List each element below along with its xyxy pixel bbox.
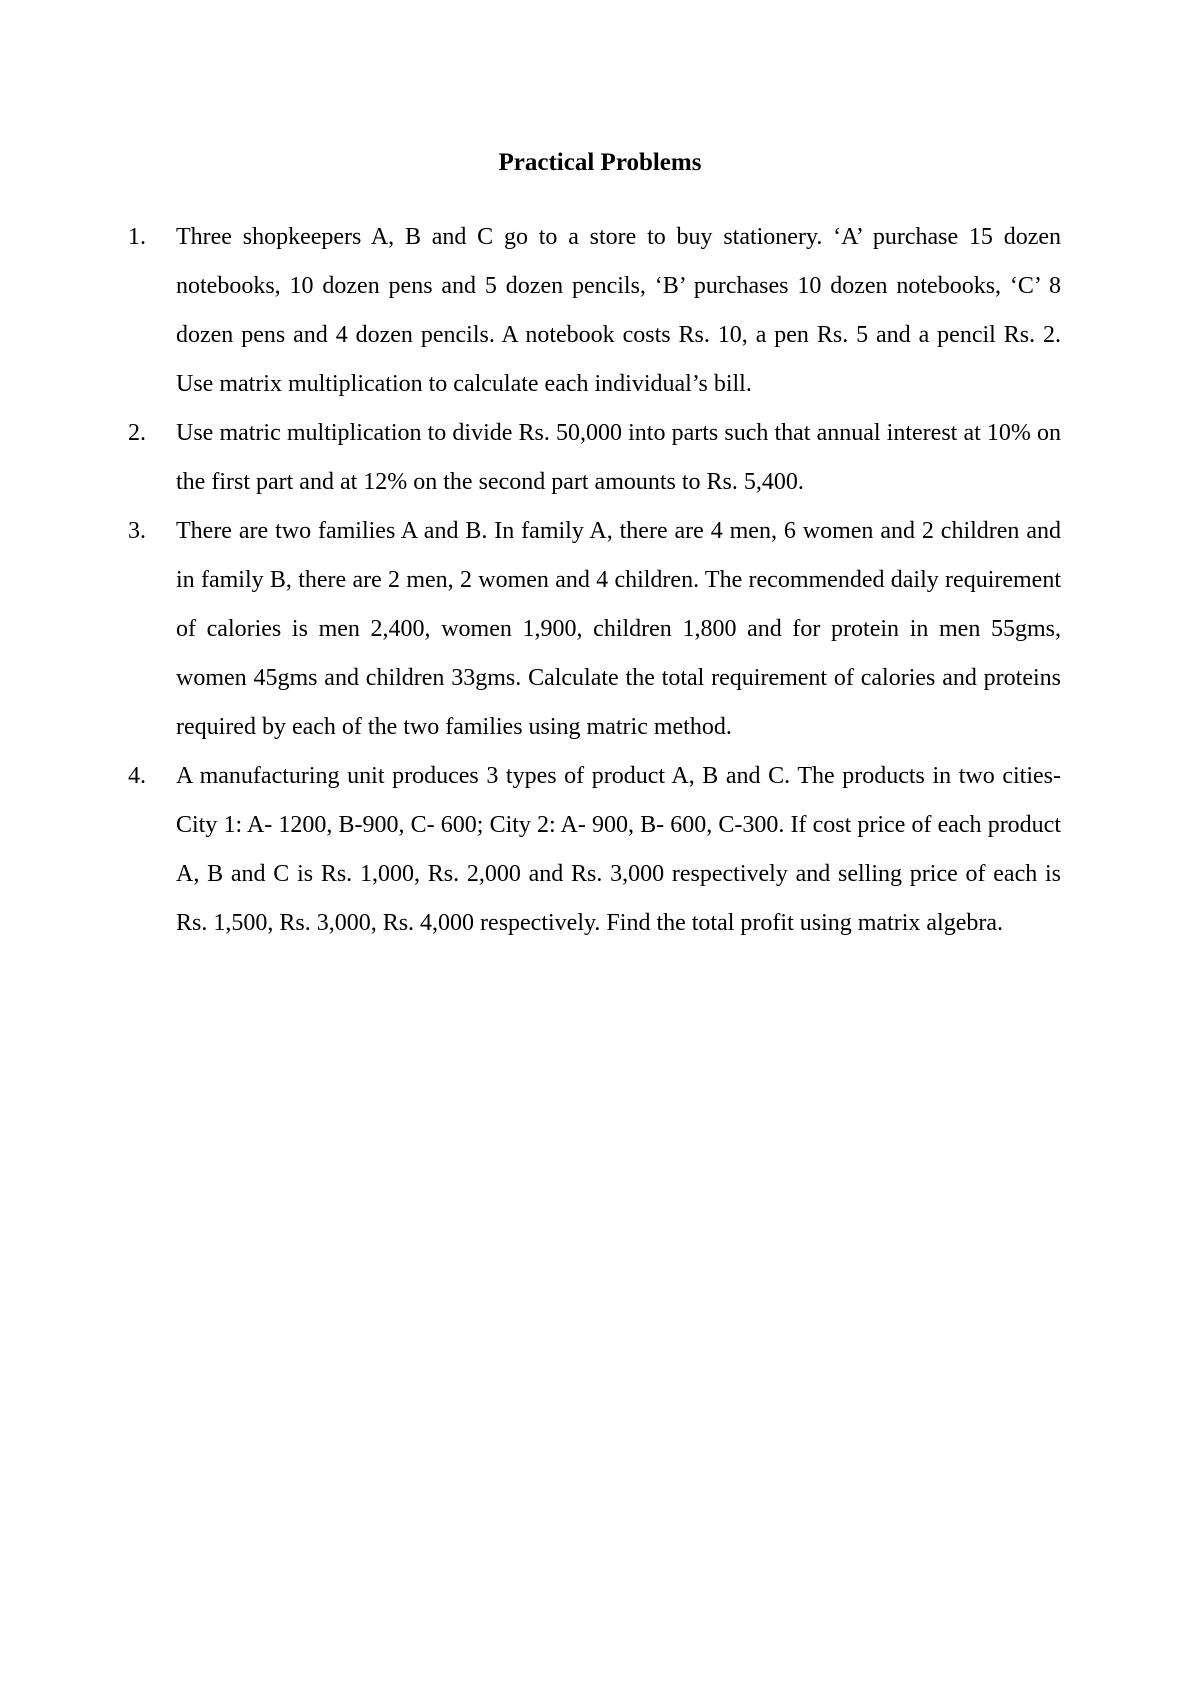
problem-text: Use matric multiplication to divide Rs. 50,000 into parts such that annual interest at 10% on the first part and at 12% on the second part amounts to Rs. 5,400. [176, 420, 1061, 495]
problem-item-4 [128, 752, 1061, 948]
problem-number: 3. [128, 518, 146, 544]
problem-number: 2. [128, 420, 146, 446]
problem-number: 1. [128, 224, 146, 250]
problem-list [128, 213, 1061, 948]
problem-text: There are two families A and B. In family A, there are 4 men, 6 women and 2 children and in family B, there are 2 men, 2 women and 4 children. The recommended daily requirement of calories is men 2,400, women 1,900, children 1,800 and for protein in men 55gms, women 45gms and children 33gms. Calculate the total requirement of calories and proteins required by each of the two families using matric method. [176, 518, 1061, 740]
problem-text: Three shopkeepers A, B and C go to a store to buy stationery. ‘A’ purchase 15 dozen notebooks, 10 dozen pens and 5 dozen pencils, ‘B’ purchases 10 dozen notebooks, ‘C’ 8 dozen pens and 4 dozen pencils. A notebook costs Rs. 10, a pen Rs. 5 and a pencil Rs. 2. Use matrix multiplication to calculate each individual’s bill. [176, 224, 1061, 397]
problem-item-1 [128, 213, 1061, 409]
problem-text: A manufacturing unit produces 3 types of product A, B and C. The products in two cities- City 1: A- 1200, B-900, C- 600; City 2: A- 900, B- 600, C-300. If cost price of each product A, B and C is Rs. 1,000, Rs. 2,000 and Rs. 3,000 respectively and selling price of each is Rs. 1,500, Rs. 3,000, Rs. 4,000 respectively. Find the total profit using matrix algebra. [176, 763, 1061, 936]
problem-item-2 [128, 409, 1061, 507]
problem-number: 4. [128, 763, 146, 789]
problem-item-3 [128, 507, 1061, 752]
page-title: Practical Problems [498, 149, 702, 176]
